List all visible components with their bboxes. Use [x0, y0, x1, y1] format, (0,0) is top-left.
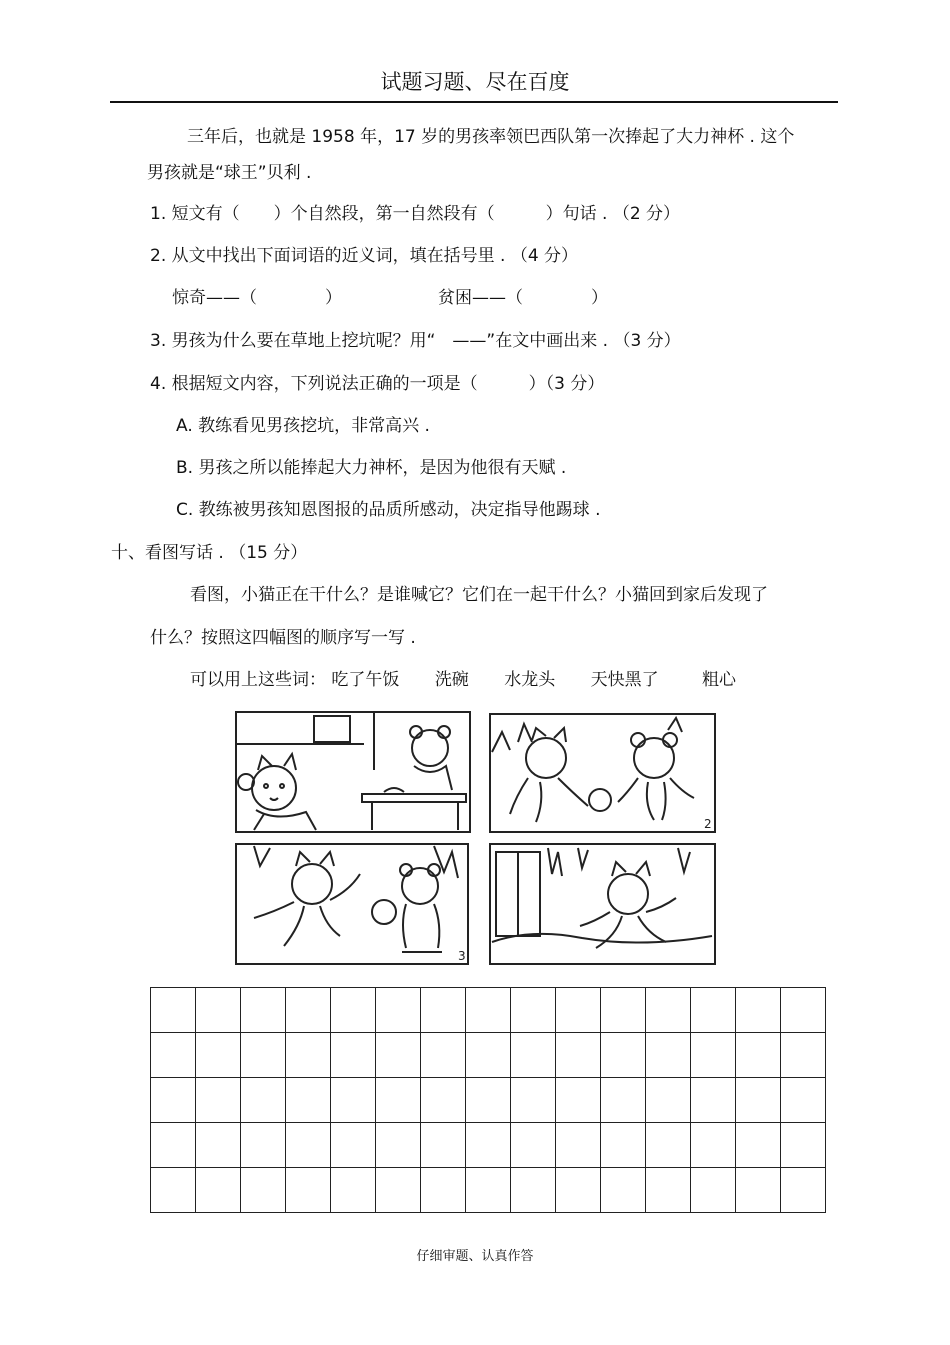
writing-cell[interactable] — [376, 988, 421, 1033]
writing-cell[interactable] — [151, 1168, 196, 1213]
writing-cell[interactable] — [691, 1123, 736, 1168]
writing-cell[interactable] — [151, 988, 196, 1033]
section-10-title: 十、看图写话 . （15 分） — [111, 543, 308, 563]
writing-cell[interactable] — [466, 1078, 511, 1123]
writing-cell[interactable] — [466, 988, 511, 1033]
writing-cell[interactable] — [421, 1033, 466, 1078]
writing-cell[interactable] — [241, 1078, 286, 1123]
writing-cell[interactable] — [286, 1033, 331, 1078]
comic-panel-3 — [234, 842, 470, 966]
writing-cell[interactable] — [511, 988, 556, 1033]
question-1: 1. 短文有（ ）个自然段，第一自然段有（ ）句话 . （2 分） — [150, 204, 681, 224]
writing-cell[interactable] — [376, 1168, 421, 1213]
writing-cell[interactable] — [781, 1078, 826, 1123]
writing-cell[interactable] — [241, 1033, 286, 1078]
writing-cell[interactable] — [151, 1078, 196, 1123]
writing-cell[interactable] — [556, 1078, 601, 1123]
writing-cell[interactable] — [376, 1078, 421, 1123]
writing-cell[interactable] — [331, 988, 376, 1033]
passage-line-1: 三年后，也就是 1958 年，17 岁的男孩率领巴西队第一次捧起了大力神杯 . 这个 — [187, 127, 795, 147]
header-rule — [110, 101, 838, 103]
writing-cell[interactable] — [331, 1078, 376, 1123]
writing-cell[interactable] — [286, 988, 331, 1033]
question-2-item-a: 惊奇——（ ） — [172, 288, 342, 308]
writing-cell[interactable] — [466, 1168, 511, 1213]
passage-line-2: 男孩就是“球王”贝利 . — [147, 163, 312, 183]
page-footer: 仔细审题、认真作答 — [416, 1249, 534, 1264]
comic-panel-4 — [488, 842, 717, 966]
writing-cell[interactable] — [511, 1168, 556, 1213]
writing-cell[interactable] — [556, 1033, 601, 1078]
writing-cell[interactable] — [241, 1123, 286, 1168]
writing-grid-row — [151, 1078, 826, 1123]
question-4-option-c: C. 教练被男孩知恩图报的品质所感动，决定指导他踢球 . — [176, 500, 601, 520]
writing-cell[interactable] — [241, 988, 286, 1033]
writing-cell[interactable] — [646, 1123, 691, 1168]
suggested-word: 天快黑了 — [590, 670, 659, 690]
writing-cell[interactable] — [196, 988, 241, 1033]
suggested-word: 粗心 — [702, 670, 737, 690]
writing-cell[interactable] — [556, 988, 601, 1033]
suggested-words-label: 可以用上这些词： — [190, 670, 326, 690]
writing-cell[interactable] — [691, 1033, 736, 1078]
writing-cell[interactable] — [736, 988, 781, 1033]
writing-cell[interactable] — [601, 1078, 646, 1123]
writing-cell[interactable] — [196, 1033, 241, 1078]
page-header-title: 试题习题、尽在百度 — [380, 70, 570, 94]
question-2: 2. 从文中找出下面词语的近义词，填在括号里 . （4 分） — [150, 246, 579, 266]
writing-cell[interactable] — [511, 1123, 556, 1168]
writing-cell[interactable] — [421, 1168, 466, 1213]
writing-cell[interactable] — [241, 1168, 286, 1213]
writing-grid-row — [151, 1123, 826, 1168]
writing-grid-row — [151, 1033, 826, 1078]
suggested-word: 水龙头 — [504, 670, 556, 690]
writing-cell[interactable] — [691, 1078, 736, 1123]
writing-cell[interactable] — [646, 1168, 691, 1213]
section-10-prompt-line-2: 什么？按照这四幅图的顺序写一写 . — [150, 628, 416, 648]
writing-cell[interactable] — [196, 1078, 241, 1123]
writing-cell[interactable] — [376, 1033, 421, 1078]
writing-cell[interactable] — [646, 1078, 691, 1123]
writing-cell[interactable] — [421, 988, 466, 1033]
writing-cell[interactable] — [376, 1123, 421, 1168]
suggested-words — [190, 669, 736, 691]
writing-cell[interactable] — [286, 1168, 331, 1213]
comic-panel-2 — [488, 712, 717, 834]
writing-cell[interactable] — [421, 1123, 466, 1168]
writing-cell[interactable] — [421, 1078, 466, 1123]
writing-cell[interactable] — [466, 1033, 511, 1078]
suggested-word: 洗碗 — [434, 670, 469, 690]
writing-cell[interactable] — [286, 1078, 331, 1123]
writing-cell[interactable] — [736, 1033, 781, 1078]
writing-grid — [150, 987, 826, 1213]
writing-cell[interactable] — [511, 1078, 556, 1123]
writing-cell[interactable] — [736, 1078, 781, 1123]
writing-cell[interactable] — [601, 1123, 646, 1168]
writing-cell[interactable] — [646, 1033, 691, 1078]
writing-cell[interactable] — [781, 1123, 826, 1168]
writing-cell[interactable] — [736, 1123, 781, 1168]
writing-cell[interactable] — [331, 1033, 376, 1078]
writing-cell[interactable] — [151, 1123, 196, 1168]
panel-number-2: 2 — [704, 817, 712, 831]
writing-cell[interactable] — [466, 1123, 511, 1168]
writing-cell[interactable] — [151, 1033, 196, 1078]
writing-grid-row — [151, 988, 826, 1033]
section-10-prompt-line-1: 看图，小猫正在干什么？是谁喊它？它们在一起干什么？小猫回到家后发现了 — [190, 585, 768, 605]
writing-cell[interactable] — [511, 1033, 556, 1078]
question-2-item-b: 贫困——（ ） — [438, 288, 608, 308]
writing-cell[interactable] — [331, 1168, 376, 1213]
writing-cell[interactable] — [646, 988, 691, 1033]
writing-cell[interactable] — [601, 988, 646, 1033]
writing-cell[interactable] — [781, 988, 826, 1033]
writing-cell[interactable] — [556, 1123, 601, 1168]
panel-number-3: 3 — [458, 949, 466, 963]
question-3: 3. 男孩为什么要在草地上挖坑呢？用“ ——”在文中画出来 . （3 分） — [150, 331, 681, 351]
comic-panel-1 — [234, 710, 472, 834]
writing-cell[interactable] — [601, 1033, 646, 1078]
writing-cell[interactable] — [601, 1168, 646, 1213]
writing-cell[interactable] — [781, 1168, 826, 1213]
question-4-option-a: A. 教练看见男孩挖坑，非常高兴 . — [176, 416, 430, 436]
writing-cell[interactable] — [286, 1123, 331, 1168]
question-4: 4. 根据短文内容，下列说法正确的一项是（ ）（3 分） — [150, 374, 605, 394]
writing-cell[interactable] — [781, 1033, 826, 1078]
writing-cell[interactable] — [196, 1168, 241, 1213]
comic-pictures — [234, 710, 718, 966]
question-4-option-b: B. 男孩之所以能捧起大力神杯，是因为他很有天赋 . — [176, 458, 567, 478]
writing-cell[interactable] — [736, 1168, 781, 1213]
writing-cell[interactable] — [556, 1168, 601, 1213]
writing-cell[interactable] — [691, 1168, 736, 1213]
writing-cell[interactable] — [196, 1123, 241, 1168]
writing-cell[interactable] — [331, 1123, 376, 1168]
suggested-word: 吃了午饭 — [331, 670, 400, 690]
writing-grid-row — [151, 1168, 826, 1213]
writing-cell[interactable] — [691, 988, 736, 1033]
